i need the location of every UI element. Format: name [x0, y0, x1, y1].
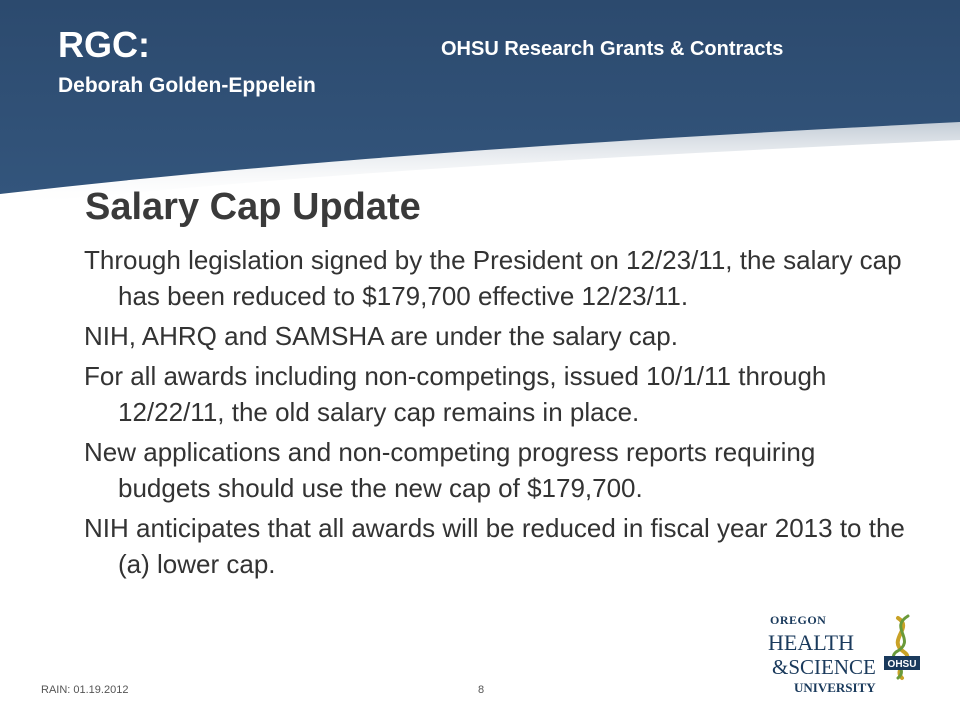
footer-date: RAIN: 01.19.2012 — [41, 684, 129, 696]
ohsu-logo — [768, 610, 928, 706]
body-paragraph-3: For all awards including non-competings, issued 10/1/11 through 12/22/11, the old salary cap remains in place. — [84, 361, 827, 427]
body-paragraph-1: Through legislation signed by the President on 12/23/11, the salary cap has been reduced to $179,700 effective 12/23/11. — [84, 245, 902, 311]
ohsu-badge-text: OHSU — [887, 659, 917, 670]
page-number: 8 — [478, 684, 485, 696]
logo-line-university: UNIVERSITY — [794, 680, 876, 695]
body-paragraph-2: NIH, AHRQ and SAMSHA are under the salary cap. — [84, 321, 678, 351]
slide-title: Salary Cap Update — [85, 186, 421, 228]
body-paragraph-4: New applications and non-competing progress reports requiring budgets should use the new cap of $179,700. — [84, 437, 816, 503]
logo-line-science: &SCIENCE — [772, 655, 876, 679]
rgc-label: RGC: — [58, 24, 150, 65]
logo-line-oregon: OREGON — [770, 613, 827, 627]
body-paragraph-5: NIH anticipates that all awards will be reduced in fiscal year 2013 to the (a) lower cap. — [84, 513, 905, 579]
slide-body — [84, 242, 914, 586]
presenter-name: Deborah Golden-Eppelein — [58, 74, 316, 97]
logo-line-health: HEALTH — [768, 630, 854, 655]
org-name: OHSU Research Grants & Contracts — [441, 38, 784, 60]
